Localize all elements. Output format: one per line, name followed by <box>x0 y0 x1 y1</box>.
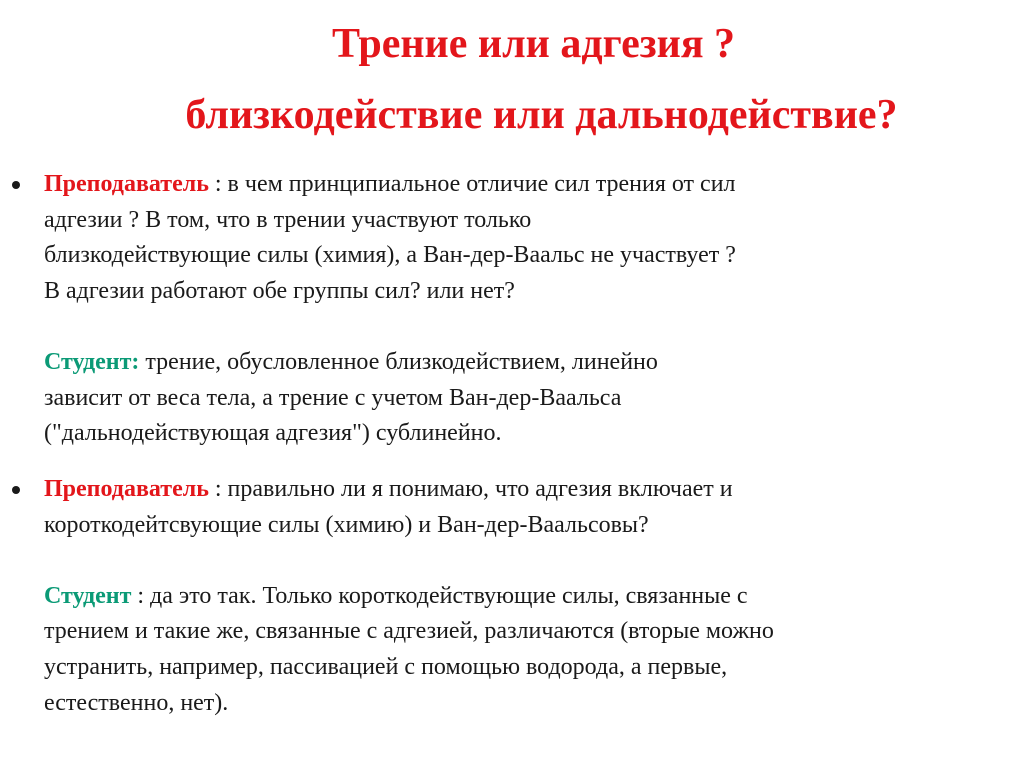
student-label: Студент <box>44 582 132 609</box>
slide-subtitle: близкодействие или дальнодействие? <box>185 92 898 138</box>
bullet-dot-icon <box>12 486 20 494</box>
teacher-label: Преподаватель <box>44 476 209 502</box>
student-text: : да это так. Только короткодействующие силы, связанные с трением и такие же, связанные с адгезией, различаются (вторые можно устранить, например, пассивацией с помощью водорода, а первые, естественно, нет). <box>44 582 774 716</box>
teacher-question-2 <box>44 472 1014 543</box>
bullet-dot-icon <box>12 181 20 189</box>
slide-title: Трение или адгезия ? <box>331 21 736 67</box>
student-answer-1 <box>44 345 1014 452</box>
teacher-text: : в чем принципиальное отличие сил трения от сил адгезии ? В том, что в трении участвуют только близкодействующие силы (химия), а Ван-дер-Ваальс не участвует ? В адгезии работают обе группы сил? или нет? <box>44 171 736 304</box>
student-label: Студент: <box>44 348 140 375</box>
bullet-item-1 <box>44 167 1014 452</box>
teacher-label: Преподаватель <box>44 171 209 197</box>
teacher-text: : правильно ли я понимаю, что адгезия включает и короткодейтсвующие силы (химию) и Ван-дер-Ваальсовы? <box>44 476 733 538</box>
student-answer-2 <box>44 579 1014 721</box>
teacher-question-1 <box>44 167 1014 309</box>
student-text: трение, обусловленное близкодействием, линейно зависит от веса тела, а трение с учетом Ван-дер-Ваальса ("дальнодействующая адгезия") сублинейно. <box>44 348 658 447</box>
bullet-item-2 <box>44 472 1014 721</box>
